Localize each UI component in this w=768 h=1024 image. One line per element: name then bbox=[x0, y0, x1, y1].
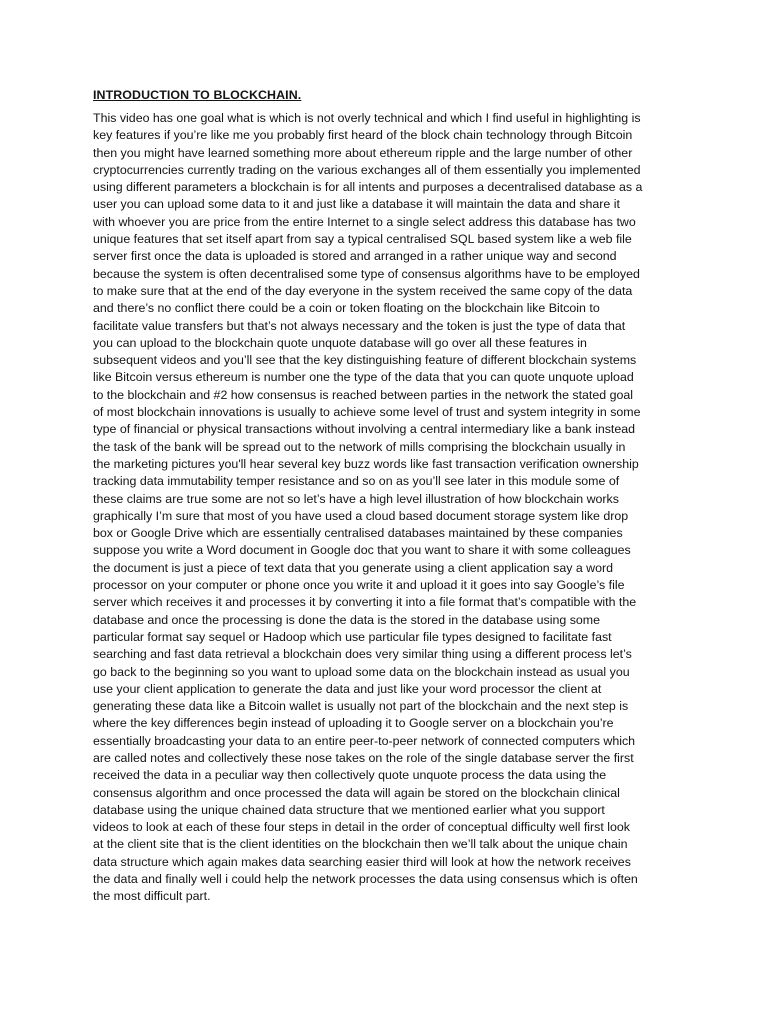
body-text-line: essentially broadcasting your data to an entire peer-to-peer network of connected computers which bbox=[93, 733, 636, 748]
body-text-line: the most difficult part. bbox=[93, 889, 211, 904]
body-text-line: go back to the beginning so you want to upload some data on the blockchain instead as usual you bbox=[93, 664, 630, 679]
body-text-line: This video has one goal what is which is not overly technical and which I find useful in highlighting is bbox=[93, 111, 641, 125]
body-text-line: of most blockchain innovations is usually to achieve some level of trust and system integrity in some bbox=[93, 405, 641, 420]
body-text-line: use your client application to generate the data and just like your word processor the client at bbox=[93, 681, 602, 696]
body-text-line: the marketing pictures you'll hear several key buzz words like fast transaction verification ownership bbox=[93, 456, 639, 471]
body-text-line: type of financial or physical transactions without involving a central intermediary like a bank instead bbox=[93, 422, 636, 437]
body-text-line: data structure which again makes data searching easier third will look at how the network receives bbox=[93, 854, 631, 869]
body-text-line: received the data in a peculiar way then collectively quote unquote process the data using the bbox=[93, 768, 607, 783]
body-text-line: because the system is often decentralised some type of consensus algorithms have to be employed bbox=[93, 266, 640, 281]
document-content bbox=[93, 87, 673, 906]
body-text-line: box or Google Drive which are essentially centralised databases maintained by these companies bbox=[93, 526, 623, 541]
body-text-line: then you might have learned something more about ethereum ripple and the large number of other bbox=[93, 145, 633, 160]
body-text-line: with whoever you are price from the entire Internet to a single select address this database has two bbox=[93, 214, 636, 229]
body-text-line: key features if you’re like me you probably first heard of the block chain technology through Bitcoin bbox=[93, 128, 633, 143]
body-text-line: you can upload to the blockchain quote unquote database will go over all these features in bbox=[93, 335, 587, 350]
body-text-line: cryptocurrencies currently trading on the various exchanges all of them essentially you implemented bbox=[93, 162, 641, 177]
document-body bbox=[93, 110, 673, 906]
body-text-line: the data and finally well i could help the network processes the data using consensus which is often bbox=[93, 872, 638, 887]
body-text-line: processor on your computer or phone once you write it and upload it it goes into say Google’s file bbox=[93, 578, 625, 593]
body-text-line: facilitate value transfers but that’s not always necessary and the token is just the type of data that bbox=[93, 318, 626, 333]
body-text-line: using different parameters a blockchain is for all intents and purposes a decentralised database as a bbox=[93, 180, 643, 195]
body-text-line: database and once the processing is done the data is the stored in the database using some bbox=[93, 612, 600, 627]
body-text-line: consensus algorithm and once processed the data will again be stored on the blockchain clinical bbox=[93, 785, 620, 800]
body-text-line: like Bitcoin versus ethereum is number one the type of the data that you can quote unquote upload bbox=[93, 370, 634, 385]
body-text-line: these claims are true some are not so let’s have a high level illustration of how blockchain works bbox=[93, 491, 619, 506]
body-text-line: suppose you write a Word document in Google doc that you want to share it with some colleagues bbox=[93, 543, 631, 558]
body-text-line: server first once the data is uploaded is stored and arranged in a rather unique way and second bbox=[93, 249, 617, 264]
body-text-line: graphically I’m sure that most of you have used a cloud based document storage system like drop bbox=[93, 508, 629, 523]
body-text-line: searching and fast data retrieval a blockchain does very similar thing using a different process let’s bbox=[93, 647, 632, 662]
body-text-line: database using the unique chained data structure that we mentioned earlier what you support bbox=[93, 802, 605, 817]
body-text-line: to the blockchain and #2 how consensus is reached between parties in the network the stated goal bbox=[93, 387, 634, 402]
body-text-line: to make sure that at the end of the day everyone in the system received the same copy of the data bbox=[93, 283, 633, 298]
body-text-line: videos to look at each of these four steps in detail in the order of conceptual difficulty well first look bbox=[93, 820, 630, 835]
body-text-line: where the key differences begin instead of uploading it to Google server on a blockchain you’re bbox=[93, 716, 614, 731]
body-text-line: generating these data like a Bitcoin wallet is usually not part of the blockchain and the next step is bbox=[93, 699, 629, 714]
body-text-line: at the client site that is the client identities on the blockchain then we’ll talk about the unique chain bbox=[93, 837, 628, 852]
body-text-line: are called notes and collectively these nose takes on the role of the single database server the first bbox=[93, 750, 634, 765]
body-text-line: server which receives it and processes it by converting it into a file format that’s compatible with the bbox=[93, 595, 637, 610]
body-text-line: unique features that set itself apart from say a typical centralised SQL based system like a web file bbox=[93, 232, 632, 247]
body-text-line: subsequent videos and you’ll see that the key distinguishing feature of different blockchain systems bbox=[93, 353, 637, 368]
body-text-line: tracking data immutability temper resistance and so on as you’ll see later in this module some of bbox=[93, 474, 620, 489]
document-title: INTRODUCTION TO BLOCKCHAIN. bbox=[93, 88, 302, 102]
body-text-line: particular format say sequel or Hadoop which use particular file types designed to facilitate fast bbox=[93, 629, 612, 644]
body-text-line: the document is just a piece of text data that you generate using a client application say a word bbox=[93, 560, 614, 575]
body-text-line: the task of the bank will be spread out to the network of mills comprising the blockchain usually in bbox=[93, 439, 626, 454]
body-text-line: and there’s no conflict there could be a coin or token floating on the blockchain like Bitcoin to bbox=[93, 301, 600, 316]
body-text-line: user you can upload some data to it and just like a database it will maintain the data and share it bbox=[93, 197, 620, 212]
